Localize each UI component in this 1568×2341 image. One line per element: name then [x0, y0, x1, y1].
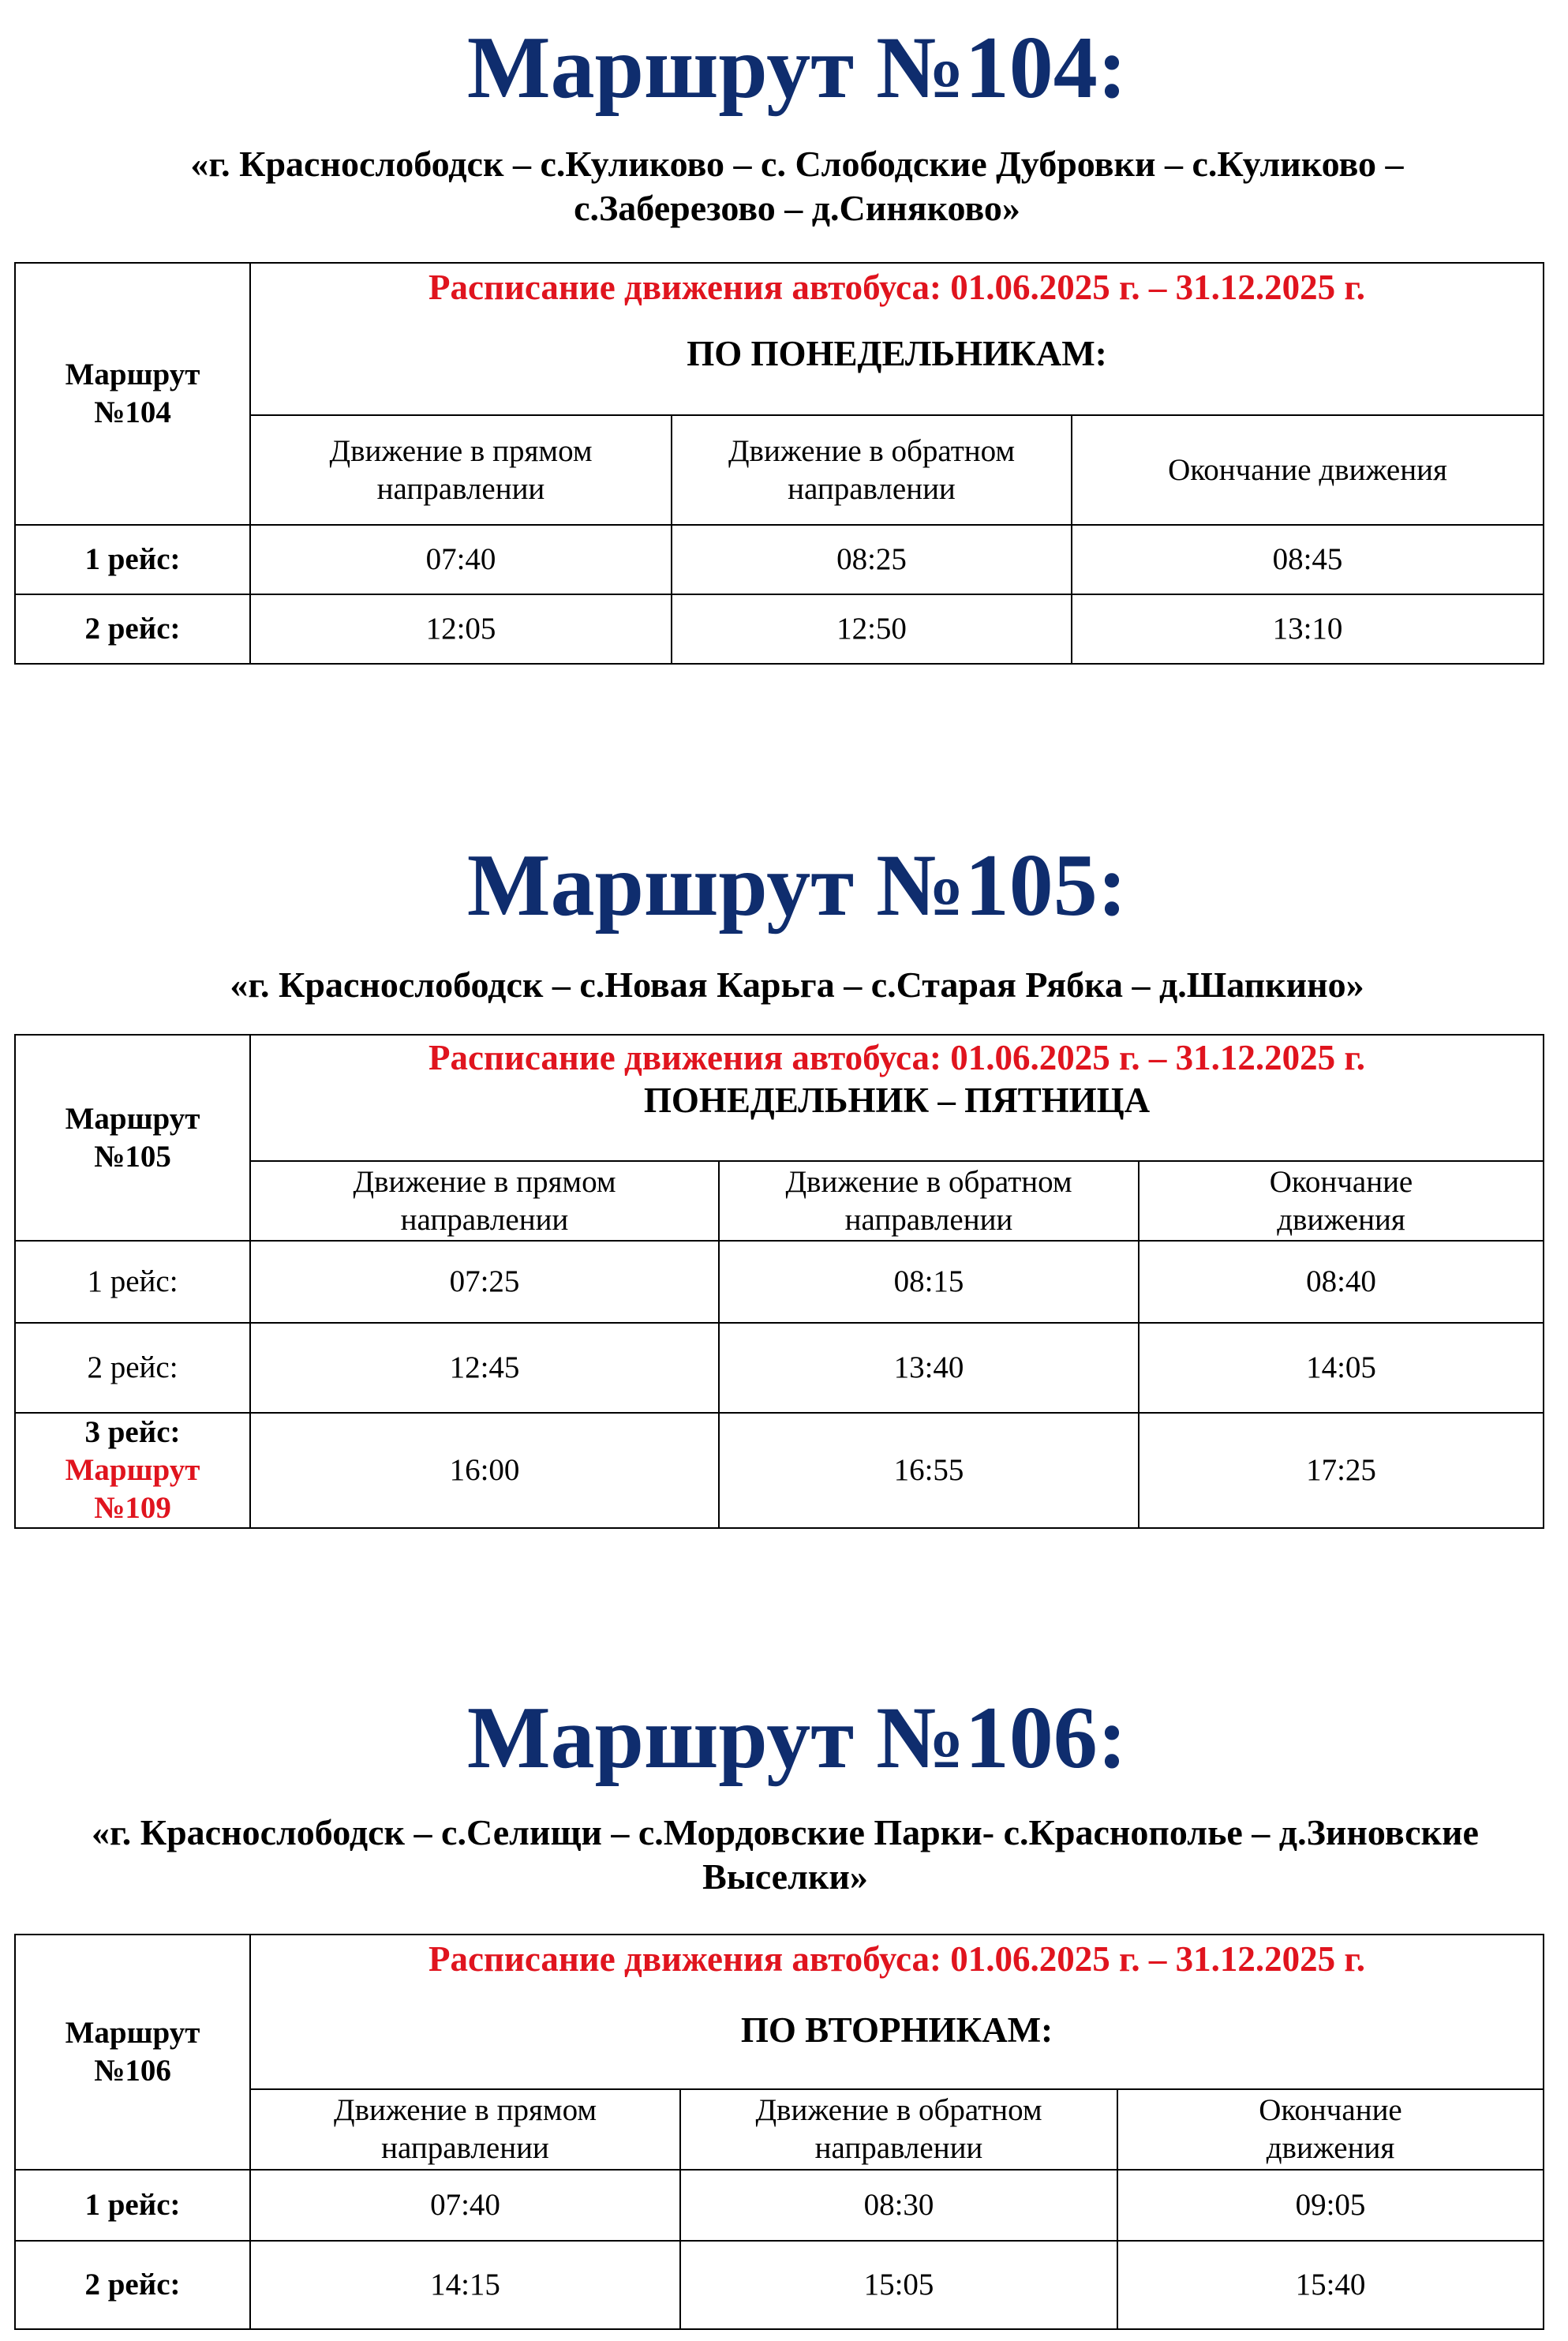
route-105-col-forward: Движение в прямом направлении — [250, 1161, 719, 1241]
route-105-trip-1-label: 1 рейс: — [15, 1241, 250, 1323]
route-106-trip-2-forward: 14:15 — [250, 2241, 680, 2329]
route-105-trip-2-return: 13:40 — [719, 1323, 1139, 1413]
route-104-label-cell — [15, 263, 250, 525]
route-105-period: Расписание движения автобуса: 01.06.2025 г. – 31.12.2025 г. — [428, 1038, 1365, 1077]
route-106-title: Маршрут №106: — [466, 1689, 1128, 1787]
route-104-col-return: Движение в обратном направлении — [672, 415, 1072, 525]
route-106-subtitle-line1: «г. Краснослободск – с.Селищи – с.Мордовские Парки- с.Краснополье – д.Зиновские — [92, 1812, 1479, 1852]
route-105-trip-3-label-cell — [15, 1413, 250, 1528]
route-106-col-end: Окончание движения — [1117, 2089, 1544, 2170]
route-105-schedule-table — [14, 1034, 1544, 1529]
route-105-trip-3-note-line2: №109 — [94, 1491, 171, 1525]
route-106-trip-2-return: 15:05 — [680, 2241, 1117, 2329]
route-104-days: ПО ПОНЕДЕЛЬНИКАМ: — [687, 334, 1107, 373]
route-105-trip-1-end: 08:40 — [1139, 1241, 1544, 1323]
route-105-title: Маршрут №105: — [466, 837, 1128, 935]
route-104-trip-2-forward: 12:05 — [250, 594, 672, 664]
route-106-col-return: Движение в обратном направлении — [680, 2089, 1117, 2170]
route-104-label-line1: Маршрут — [65, 358, 200, 391]
route-105-col-return: Движение в обратном направлении — [719, 1161, 1139, 1241]
route-105-header-cell — [250, 1035, 1544, 1161]
route-105-trip-3-return: 16:55 — [719, 1413, 1139, 1528]
route-104-trip-1-return: 08:25 — [672, 525, 1072, 594]
route-104-subtitle — [47, 142, 1547, 230]
route-104-period: Расписание движения автобуса: 01.06.2025 г. – 31.12.2025 г. — [428, 268, 1365, 307]
route-106-label-line1: Маршрут — [65, 2016, 200, 2050]
route-106-subtitle-line2: Выселки» — [702, 1856, 868, 1897]
route-106-days: ПО ВТОРНИКАМ: — [740, 2010, 1053, 2050]
route-105-trip-3-note-line1: Маршрут — [65, 1453, 200, 1487]
route-105-trip-2-end: 14:05 — [1139, 1323, 1544, 1413]
route-105-trip-2-forward: 12:45 — [250, 1323, 719, 1413]
route-104-trip-1-end: 08:45 — [1072, 525, 1544, 594]
route-106-schedule-table — [14, 1934, 1544, 2330]
route-105-col-end: Окончание движения — [1139, 1161, 1544, 1241]
route-105-subtitle — [47, 963, 1547, 1007]
route-105-days: ПОНЕДЕЛЬНИК – ПЯТНИЦА — [643, 1081, 1151, 1120]
route-106-subtitle — [16, 1811, 1555, 1899]
route-105-trip-2-label: 2 рейс: — [15, 1323, 250, 1413]
route-106-header-cell — [250, 1935, 1544, 2089]
route-104-header-cell — [250, 263, 1544, 415]
route-105-trip-3-end: 17:25 — [1139, 1413, 1544, 1528]
route-104-subtitle-line1: «г. Краснослободск – с.Куликово – с. Слободские Дубровки – с.Куликово – — [190, 144, 1404, 184]
route-105-label-line2: №105 — [94, 1139, 171, 1174]
route-106-trip-1-return: 08:30 — [680, 2170, 1117, 2241]
route-104-label-line2: №104 — [94, 395, 171, 429]
route-106-trip-1-forward: 07:40 — [250, 2170, 680, 2241]
route-105-subtitle-line1: «г. Краснослободск – с.Новая Карьга – с.Старая Рябка – д.Шапкино» — [230, 964, 1364, 1005]
route-106-trip-1-end: 09:05 — [1117, 2170, 1544, 2241]
route-104-trip-2-end: 13:10 — [1072, 594, 1544, 664]
route-106-trip-2-label: 2 рейс: — [15, 2241, 250, 2329]
route-105-label-line1: Маршрут — [65, 1101, 200, 1136]
route-106-col-forward: Движение в прямом направлении — [250, 2089, 680, 2170]
route-105-label-cell — [15, 1035, 250, 1241]
route-106-period: Расписание движения автобуса: 01.06.2025 г. – 31.12.2025 г. — [428, 1939, 1365, 1979]
route-106-trip-1-label: 1 рейс: — [15, 2170, 250, 2241]
route-104-trip-2-return: 12:50 — [672, 594, 1072, 664]
route-104-schedule-table — [14, 262, 1544, 665]
route-105-trip-3-forward: 16:00 — [250, 1413, 719, 1528]
route-104-title: Маршрут №104: — [466, 19, 1128, 117]
route-105-trip-3-label: 3 рейс: — [84, 1415, 181, 1449]
route-106-label-line2: №106 — [94, 2054, 171, 2088]
route-105-trip-1-forward: 07:25 — [250, 1241, 719, 1323]
route-104-trip-1-forward: 07:40 — [250, 525, 672, 594]
route-106-trip-2-end: 15:40 — [1117, 2241, 1544, 2329]
route-105-trip-1-return: 08:15 — [719, 1241, 1139, 1323]
route-104-trip-1-label: 1 рейс: — [15, 525, 250, 594]
route-104-col-forward: Движение в прямом направлении — [250, 415, 672, 525]
route-104-col-end: Окончание движения — [1072, 415, 1544, 525]
route-106-label-cell — [15, 1935, 250, 2170]
route-104-subtitle-line2: с.Заберезово – д.Синяково» — [574, 188, 1020, 228]
route-104-trip-2-label: 2 рейс: — [15, 594, 250, 664]
